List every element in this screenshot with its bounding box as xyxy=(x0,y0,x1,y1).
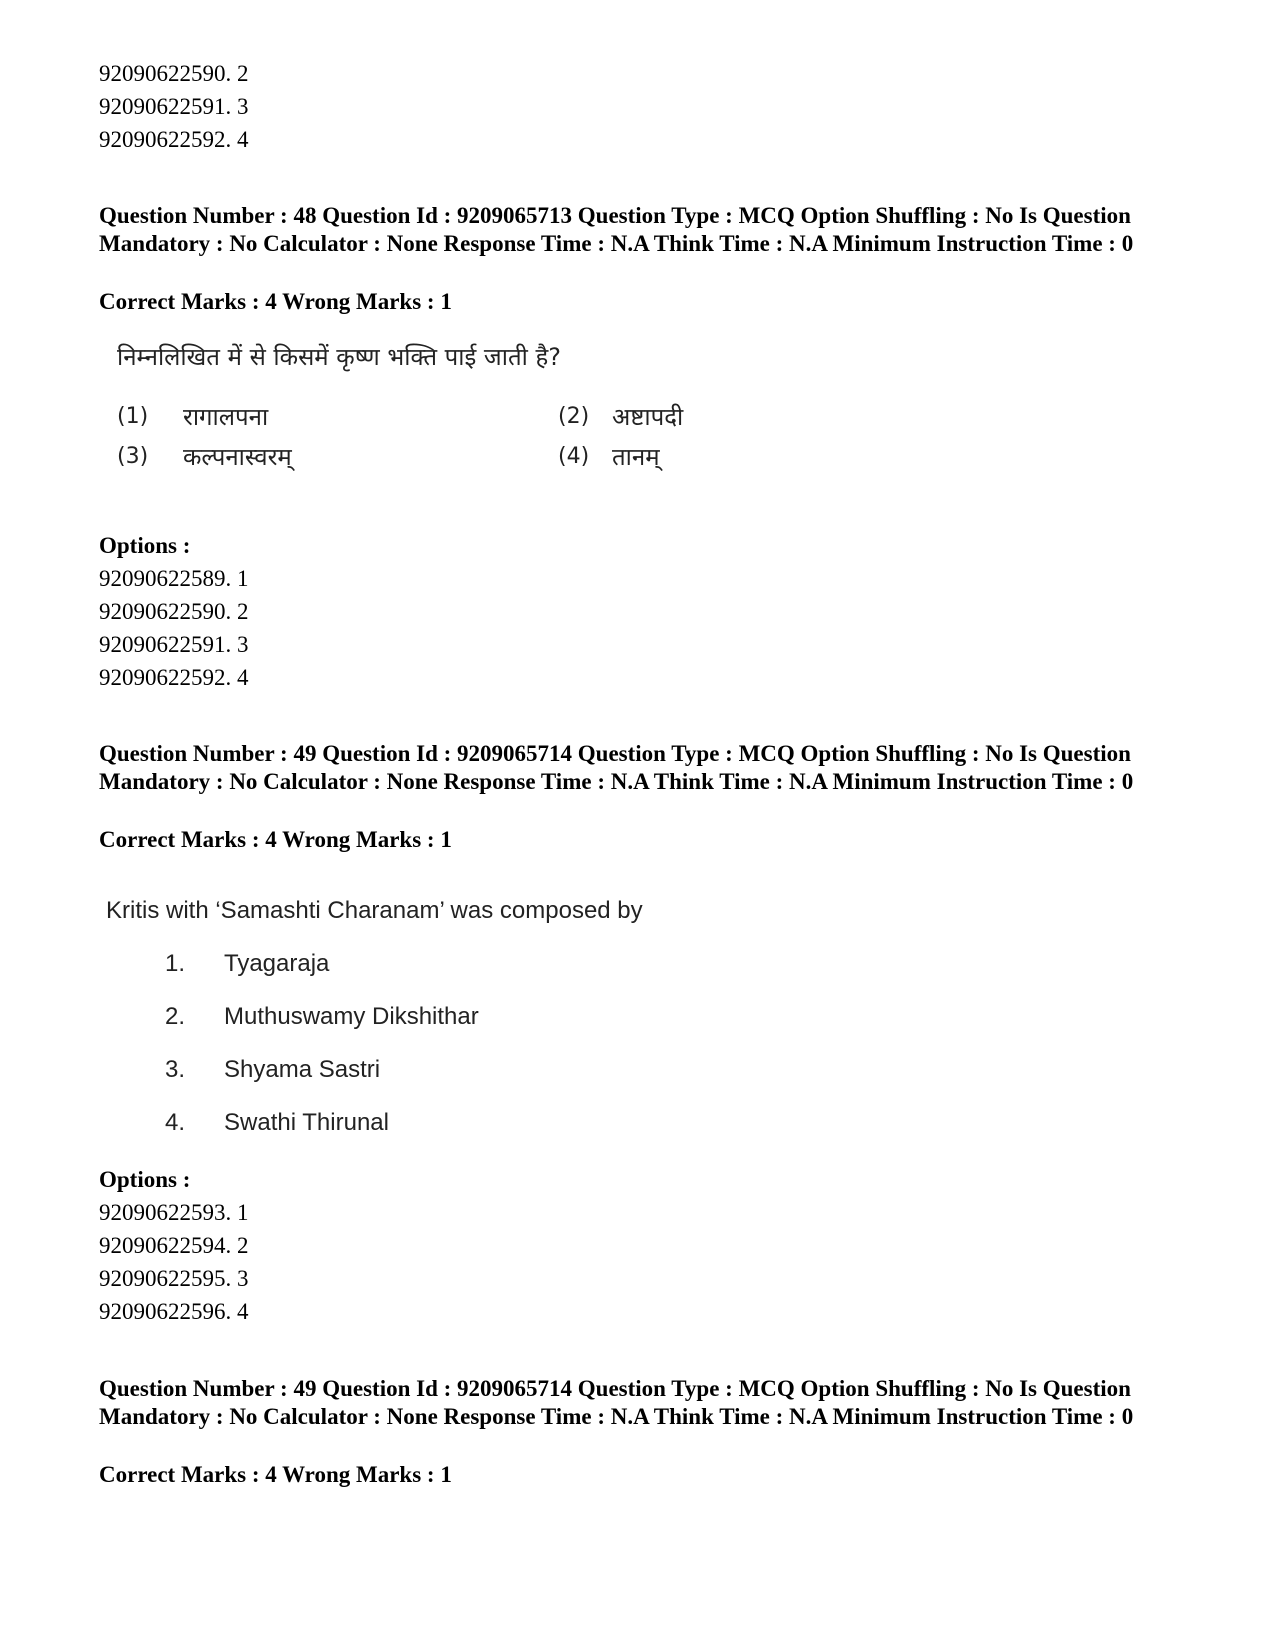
choice-text: कल्पनास्वरम् xyxy=(183,443,292,471)
choice-text: Tyagaraja xyxy=(224,950,330,977)
option-line: 92090622591. 3 xyxy=(99,94,249,119)
choice-number: (2) xyxy=(558,404,590,429)
choice-text: रागालपना xyxy=(183,403,269,431)
option-line: 92090622591. 3 xyxy=(99,632,249,657)
choice-text: अष्टापदी xyxy=(612,403,684,431)
choice-number: 2. xyxy=(165,1003,186,1030)
question-49-text: Kritis with ‘Samashti Charanam’ was composed by xyxy=(106,897,643,924)
question-48-text: निम्नलिखित में से किसमें कृष्ण भक्ति पाई जाती है? xyxy=(117,343,561,371)
option-line: 92090622595. 3 xyxy=(99,1266,249,1291)
question-49-repeat-marks: Correct Marks : 4 Wrong Marks : 1 xyxy=(99,1462,452,1487)
choice-text: Swathi Thirunal xyxy=(224,1109,389,1136)
choice-text: Shyama Sastri xyxy=(224,1056,381,1083)
option-line: 92090622592. 4 xyxy=(99,665,249,690)
choice-number: (1) xyxy=(117,404,149,429)
choice-number: 1. xyxy=(165,950,186,977)
question-49-repeat-meta: Question Number : 49 Question Id : 9209065714 Question Type : MCQ Option Shuffling : No Is Question Mandatory : No Calculator : None Response Time : N.A Think Time : N.A Minimum Instruction Time : 0 xyxy=(99,1376,1134,1429)
choice-text: Muthuswamy Dikshithar xyxy=(224,1003,479,1030)
option-line: 92090622590. 2 xyxy=(99,599,249,624)
option-line: 92090622589. 1 xyxy=(99,566,249,591)
choice-text: तानम् xyxy=(612,443,660,471)
option-line: 92090622596. 4 xyxy=(99,1299,249,1324)
question-49-marks: Correct Marks : 4 Wrong Marks : 1 xyxy=(99,827,452,852)
options-label: Options : xyxy=(99,533,191,558)
choice-number: (4) xyxy=(558,444,590,469)
choice-number: (3) xyxy=(117,444,149,469)
choice-number: 3. xyxy=(165,1056,186,1083)
question-49-meta: Question Number : 49 Question Id : 9209065714 Question Type : MCQ Option Shuffling : No Is Question Mandatory : No Calculator : None Response Time : N.A Think Time : N.A Minimum Instruction Time : 0 xyxy=(99,741,1134,794)
question-48-meta: Question Number : 48 Question Id : 9209065713 Question Type : MCQ Option Shuffling : No Is Question Mandatory : No Calculator : None Response Time : N.A Think Time : N.A Minimum Instruction Time : 0 xyxy=(99,203,1134,256)
option-line: 92090622592. 4 xyxy=(99,127,249,152)
option-line: 92090622594. 2 xyxy=(99,1233,249,1258)
question-48-marks: Correct Marks : 4 Wrong Marks : 1 xyxy=(99,289,452,314)
choice-number: 4. xyxy=(165,1109,186,1136)
option-line: 92090622593. 1 xyxy=(99,1200,249,1225)
option-line: 92090622590. 2 xyxy=(99,61,249,86)
options-label: Options : xyxy=(99,1167,191,1192)
